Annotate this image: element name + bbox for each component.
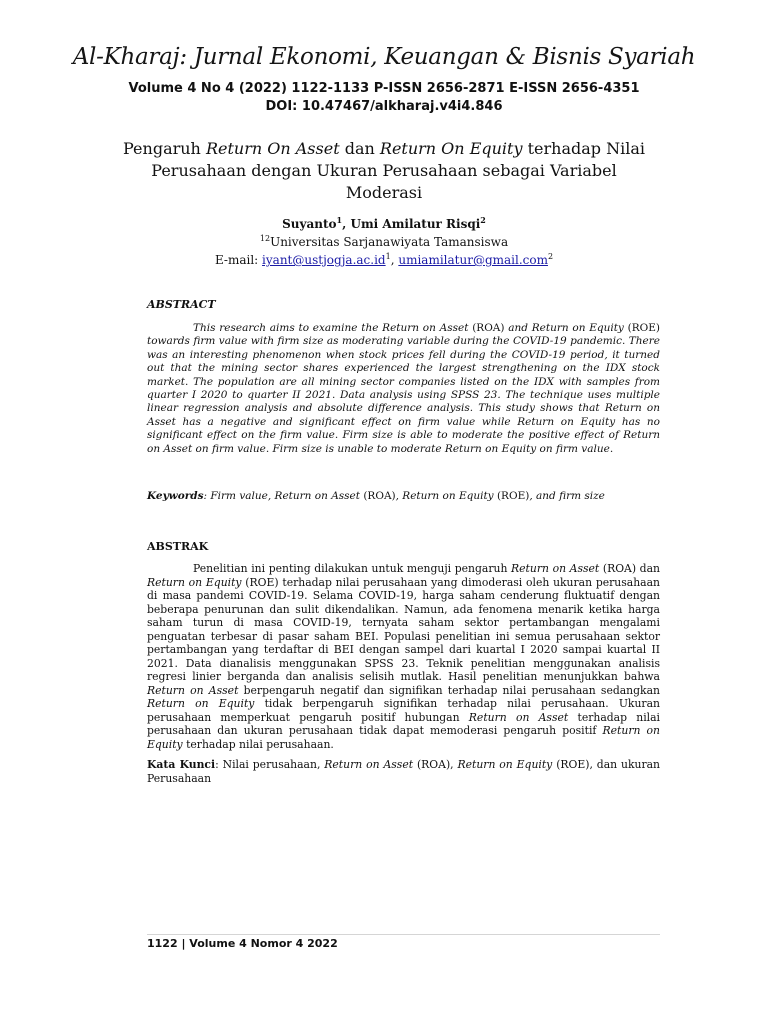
kata-kunci	[147, 758, 660, 786]
abstrak-heading: ABSTRAK	[147, 540, 209, 553]
keywords-roa: (ROA)	[363, 490, 396, 502]
abstrak-italic: Return on Equity	[147, 697, 255, 710]
affiliation-text: Universitas Sarjanawiyata Tamansiswa	[270, 235, 509, 249]
abstrak-italic: Return on Asset	[468, 710, 569, 724]
keywords-text: , and firm size	[529, 490, 605, 502]
abstrak-text: terhadap nilai perusahaan dan ukuran perusahaan tidak dapat memoderasi pengaruh positif	[147, 710, 660, 737]
title-text: dan	[339, 139, 380, 158]
author-separator: ,	[342, 217, 351, 231]
title-italic-roa: Return On Asset	[205, 139, 340, 158]
abstract-heading: ABSTRACT	[147, 298, 216, 311]
abstrak-italic: Return on Equity	[147, 724, 661, 751]
abstrak-italic: Return on Asset	[147, 683, 239, 697]
journal-doi: DOI: 10.47467/alkharaj.v4i4.846	[265, 99, 503, 114]
abstrak-text: berpengaruh negatif dan signifikan terhadap nilai perusahaan sedangkan	[238, 683, 660, 697]
paper-title	[120, 138, 648, 204]
kata-kunci-text: : Nilai perusahaan,	[215, 758, 325, 771]
abstrak-text: (ROA) dan	[599, 562, 660, 575]
abstract-roe: (ROE)	[627, 322, 660, 334]
kata-kunci-italic: Return on Asset	[324, 758, 414, 771]
abstract-roa: (ROA)	[472, 322, 505, 334]
abstract-text: This research aims to examine the Return on Asset	[193, 322, 473, 334]
author-name: Umi Amilatur Risqi	[350, 217, 481, 231]
email-separator: ,	[390, 253, 399, 267]
email-sup: 1	[385, 252, 391, 261]
footer-divider	[147, 934, 660, 935]
keywords-text: , Return on Equity	[395, 490, 497, 502]
keywords-label: Keywords	[147, 490, 204, 502]
kata-kunci-text: (ROE), dan ukuran Perusahaan	[147, 758, 660, 785]
email-sup: 2	[547, 252, 554, 261]
author-sup: 1	[336, 215, 343, 225]
author-sup: 2	[480, 215, 486, 225]
title-italic-roe: Return On Equity	[379, 139, 523, 158]
email-link-2[interactable]: umiamilatur@gmail.com	[398, 253, 548, 267]
abstract-text: and Return on Equity	[504, 322, 628, 334]
abstrak-text: terhadap nilai perusahaan.	[182, 737, 334, 751]
kata-kunci-text: (ROA),	[413, 758, 458, 771]
page-footer: 1122 | Volume 4 Nomor 4 2022	[147, 937, 338, 950]
affiliation	[0, 234, 768, 249]
abstrak-italic: Return on Asset	[511, 562, 600, 575]
journal-name: Al-Kharaj: Jurnal Ekonomi, Keuangan & Bisnis Syariah	[72, 44, 696, 70]
affiliation-sup: 12	[259, 234, 271, 243]
abstrak-text: tidak berpengaruh signifikan terhadap nilai perusahaan. Ukuran perusahaan memperkuat pengaruh positif hubungan	[147, 697, 660, 724]
kata-kunci-italic: Return on Equity	[457, 758, 553, 771]
keywords	[147, 490, 660, 503]
kata-kunci-label: Kata Kunci	[147, 758, 216, 771]
abstrak-text: Penelitian ini penting dilakukan untuk menguji pengaruh	[193, 562, 512, 575]
title-text: Pengaruh	[123, 139, 206, 158]
email-line	[0, 252, 768, 267]
journal-volume-issn: Volume 4 No 4 (2022) 1122-1133 P-ISSN 2656-2871 E-ISSN 2656-4351	[128, 81, 640, 96]
email-label: E-mail:	[214, 253, 263, 267]
abstrak-body	[147, 562, 660, 751]
abstract-text: towards firm value with firm size as moderating variable during the COVID-19 pandemic. There was an interesting phenomenon when stock prices fell during the COVID-19 period, it turned out that the mining sector shares experienced the largest strengthening on the IDX stock market. The population are all mining sector companies listed on the IDX with samples from quarter I 2020 to quarter II 2021. Data analysis using SPSS 23. The technique uses multiple linear regression analysis and absolute difference analysis. This study shows that Return on Asset has a negative and significant effect on firm value while Return on Equity has no significant effect on the firm value. Firm size is able to moderate the positive effect of Return on Asset on firm value. Firm size is unable to moderate Return on Equity on firm value.	[147, 335, 660, 455]
abstrak-italic: Return on Equity	[147, 575, 242, 589]
abstract-body	[147, 322, 660, 456]
title-text: terhadap Nilai Perusahaan dengan Ukuran Perusahaan sebagai Variabel Moderasi	[151, 139, 645, 202]
keywords-roe: (ROE)	[496, 490, 530, 502]
author-name: Suyanto	[282, 217, 337, 231]
author-list	[0, 215, 768, 231]
email-link-1[interactable]: iyant@ustjogja.ac.id	[262, 253, 386, 267]
keywords-text: : Firm value, Return on Asset	[203, 490, 364, 502]
abstrak-text: (ROE) terhadap nilai perusahaan yang dimoderasi oleh ukuran perusahaan di masa pandemi COVID-19. Selama COVID-19, harga saham cenderung fluktuatif dengan beberapa penurunan dan sulit dikendalikan. Namun, ada fenomena menarik ketika harga saham turun di masa COVID-19, ternyata saham sektor pertambangan mengalami penguatan terbesar di pasar saham BEI. Populasi penelitian ini semua perusahaan sektor pertambangan yang terdaftar di BEI dengan sampel dari kuartal I 2020 sampai kuartal II 2021. Data dianalisis menggunakan SPSS 23. Teknik penelitian menggunakan analisis regresi linier berganda dan analisis selisih mutlak. Hasil penelitian menunjukkan bahwa	[147, 575, 660, 683]
